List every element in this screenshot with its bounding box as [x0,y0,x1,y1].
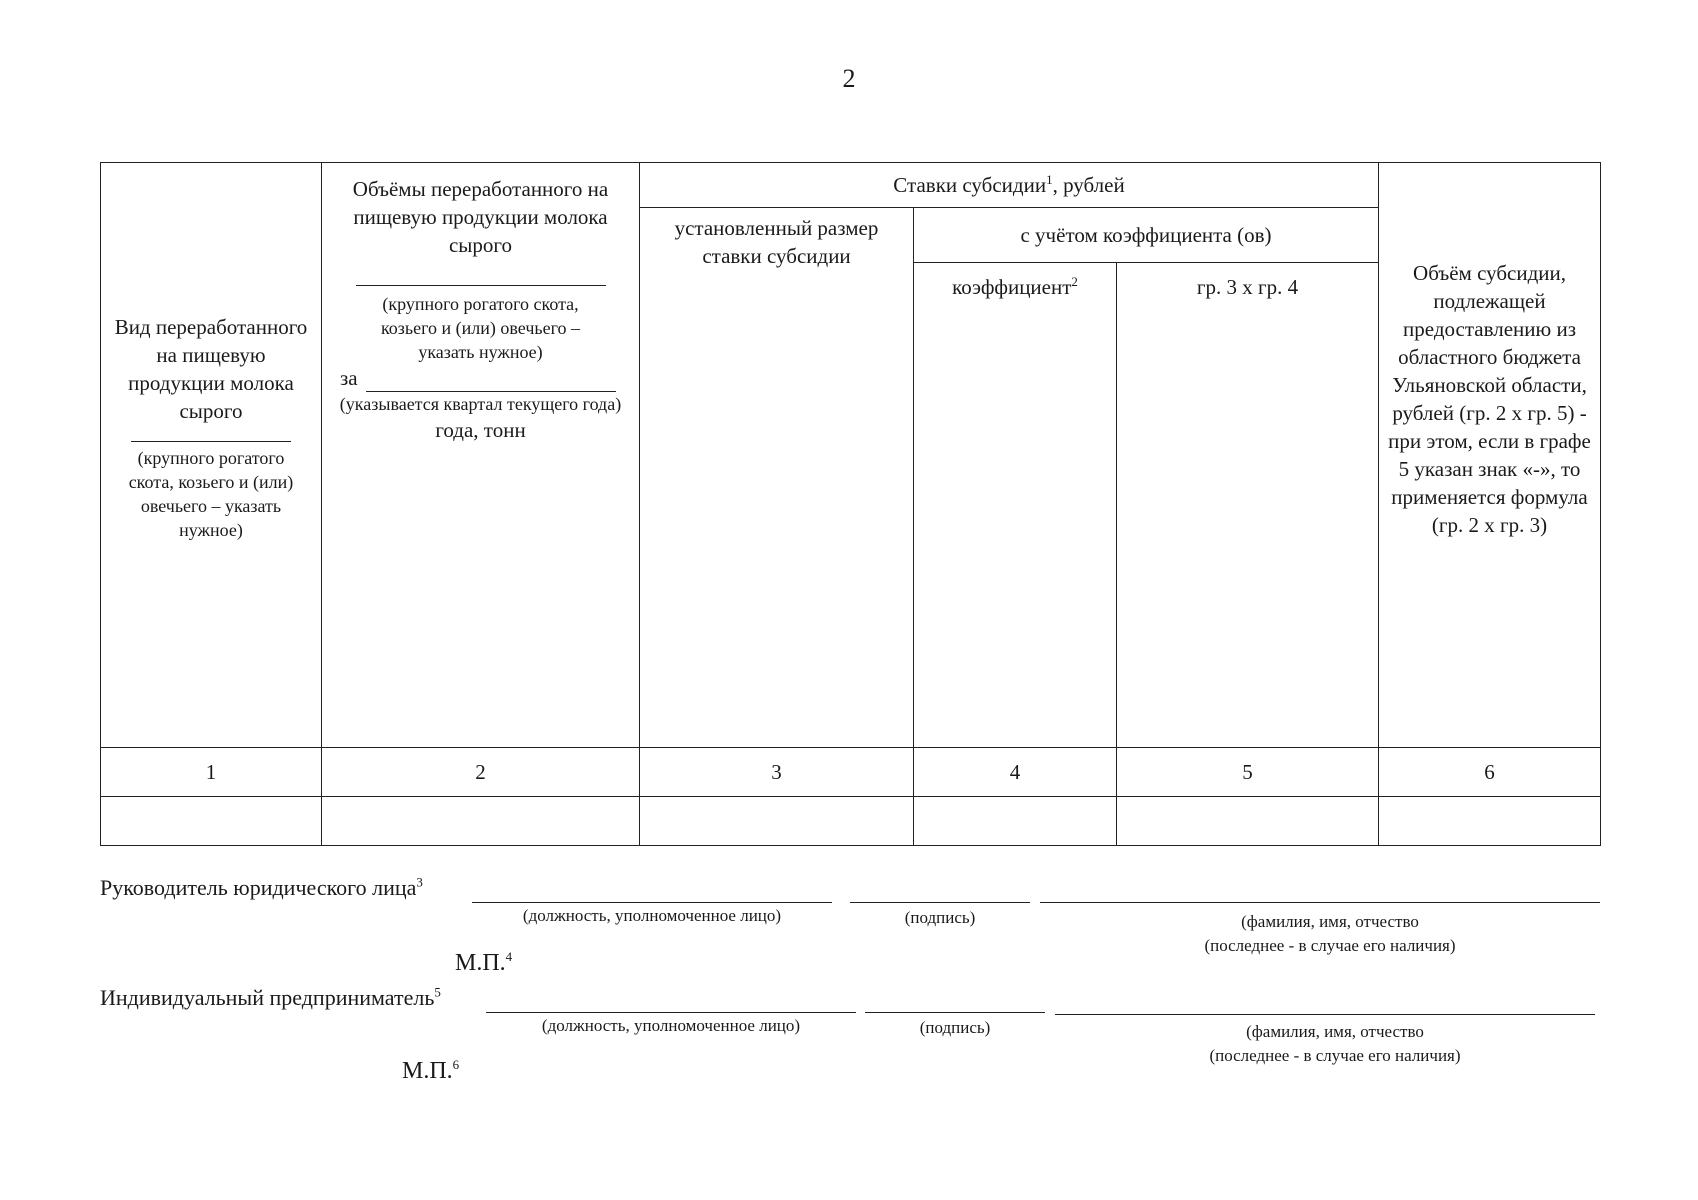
header-base-rate [640,208,914,748]
za-label: за [340,366,358,390]
blank-line [131,431,291,442]
header-with-coefficient [914,208,1379,263]
stamp-mark: М.П.$^4$ [455,949,513,976]
data-cell[interactable] [640,797,914,846]
quarter-blank [366,373,616,392]
coefficient-label: коэффициент [952,275,1072,299]
with-coefficient-label: с учётом коэффициента (ов) [1020,223,1272,247]
footnote-mark: 6 [452,1057,460,1072]
header-milk-type-note: (крупного рогатого скота, козьего и (или) овечьего – указать нужное) [128,448,294,540]
header-base-rate-title: установленный размер ставки субсидии [674,216,879,268]
stamp-mark: М.П.$^6$ [402,1057,460,1084]
column-number: 6 [1379,748,1601,797]
name-caption-note: (последнее - в случае его наличия) [1204,936,1456,955]
subsidy-form-table [100,162,1601,846]
header-formula-col5 [1117,263,1379,748]
footnote-mark: 4 [505,949,513,964]
column-number: 3 [640,748,914,797]
name-line[interactable] [1055,1014,1595,1015]
position-caption: (должность, уполномоченное лицо) [541,1016,801,1035]
name-caption: (фамилия, имя, отчество [1246,1022,1424,1041]
footnote-mark: 5 [434,984,441,1000]
header-coefficient [914,263,1117,748]
subsidy-rates-label: Ставки субсидии [893,173,1047,197]
entrepreneur-label: Индивидуальный предприниматель$^5$ [100,984,441,1010]
formula-label: гр. 3 х гр. 4 [1196,275,1299,299]
name-line[interactable] [1040,902,1600,903]
column-number-row [101,748,1601,797]
page-number: 2 [842,64,856,93]
header-subsidy-volume [1379,163,1601,748]
data-cell[interactable] [101,797,322,846]
blank-line [356,271,606,286]
footnote-mark: 2 [1071,274,1078,289]
volume-unit: года, тонн [435,418,526,442]
data-entry-row [101,797,1601,846]
data-cell[interactable] [1379,797,1601,846]
header-volume [322,163,640,748]
quarter-field [322,364,639,392]
footnote-mark: 1 [1046,172,1053,187]
signature-line[interactable] [865,1012,1045,1013]
header-subsidy-rates [640,163,1379,208]
name-caption: (фамилия, имя, отчество [1241,912,1419,931]
position-line[interactable] [472,902,832,903]
header-milk-type [101,163,322,748]
footnote-mark: 3 [416,874,423,890]
data-cell[interactable] [1117,797,1379,846]
column-number: 4 [914,748,1117,797]
header-subsidy-volume-title: Объём субсидии, подлежащей предоставлению из областного бюджета Ульяновской области, рублей (гр. 2 х гр. 5) - при этом, если в графе 5 указан знак «-», то применяется формула (гр. 2 х гр. 3) [1388,261,1591,537]
signature-caption: (подпись) [919,1018,991,1037]
position-caption: (должность, уполномоченное лицо) [522,906,782,925]
position-line[interactable] [486,1012,856,1013]
quarter-note: (указывается квартал текущего года) [339,394,622,414]
column-number: 2 [322,748,640,797]
signature-line[interactable] [850,902,1030,903]
data-cell[interactable] [322,797,640,846]
header-volume-title: Объёмы переработанного на пищевую продукции молока сырого [352,177,609,257]
data-cell[interactable] [914,797,1117,846]
header-milk-type-title: Вид переработанного на пищевую продукции молока сырого [114,315,308,423]
header-volume-note: (крупного рогатого скота, козьего и (или) овечьего – указать нужное) [380,294,581,362]
signature-caption: (подпись) [904,908,976,927]
column-number: 5 [1117,748,1379,797]
column-number: 1 [101,748,322,797]
legal-entity-label: Руководитель юридического лица$^3$ [100,874,423,900]
subsidy-rates-unit: , рублей [1052,173,1125,197]
name-caption-note: (последнее - в случае его наличия) [1209,1046,1461,1065]
